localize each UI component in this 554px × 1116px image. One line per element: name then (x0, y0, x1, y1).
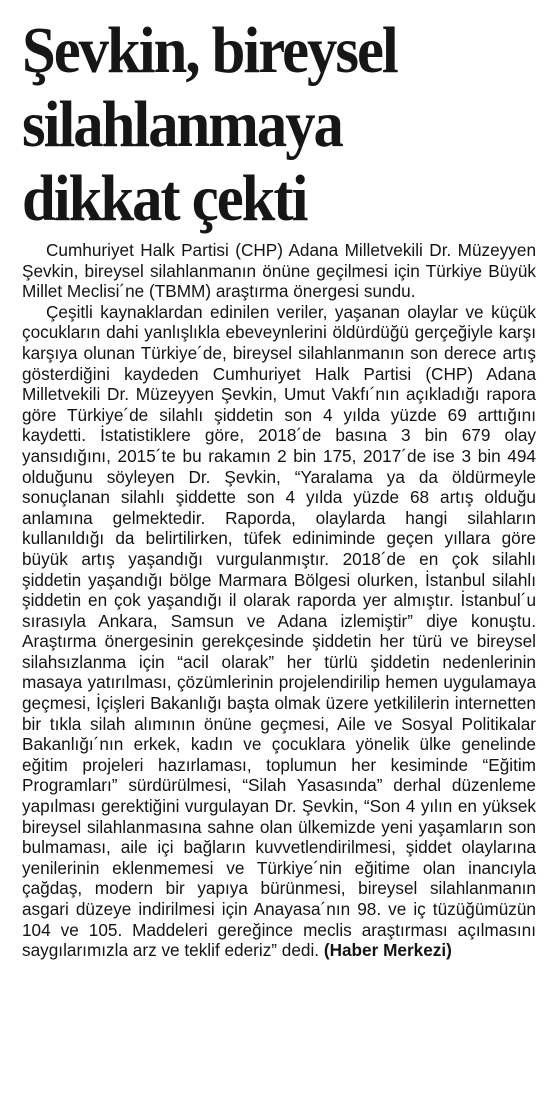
headline-line-3: dikkat çekti (22, 162, 307, 235)
article-paragraph-1 (22, 240, 536, 302)
paragraph-text: Cumhuriyet Halk Partisi (CHP) Adana Milletvekili Dr. Müzeyyen Şevkin, bireysel silahlanmanın önüne geçilmesi için Türkiye Büyük Millet Meclisi´ne (TBMM) araştırma önergesi sundu. (22, 240, 536, 302)
source-credit: (Haber Merkezi) (323, 940, 452, 961)
headline (22, 14, 500, 236)
headline-line-2: silahlanmaya (22, 88, 342, 161)
headline-line-1: Şevkin, bireysel (22, 14, 397, 87)
paragraph-text: Çeşitli kaynaklardan edinilen veriler, yaşanan olaylar ve küçük çocukların dahi yanlışlıkla ebeveynlerini öldürdüğü gerçeğiyle karşı karşıya olunan Türkiye´de, bireysel silahlanmanın son derece artış gösterdiğini kaydeden Cumhuriyet Halk Partisi (CHP) Adana Milletvekili Dr. Müzeyyen Şevkin, Umut Vakfı´nın açıkladığı rapora göre Türkiye´de silahlı şiddetin son 4 yılda yüzde 69 arttığını kaydetti. İstatistiklere göre, 2018´de basına 3 bin 679 olay yansıdığını, 2015´te bu rakamın 2 bin 175, 2017´de ise 3 bin 494 olduğunu söyleyen Dr. Şevkin, “Yaralama ya da öldürmeyle sonuçlanan silahlı şiddette son 4 yılda yüzde 68 artış olduğu anlamına gelmektedir. Raporda, olaylarda hangi silahların kullanıldığı da belirtilirken, tüfek ediniminde geçen yıllara göre büyük artış yaşandığı vurgulanmıştır. 2018´de en çok silahlı şiddetin yaşandığı bölge Marmara Bölgesi olurken, İstanbul silahlı şiddetin en çok yaşandığı il olarak raporda yer almıştır. İstanbul´u sırasıyla Ankara, Samsun ve Adana izlemiştir” diye konuştu. Araştırma önergesinin gerekçesinde şiddetin her türü ve bireysel silahsızlanma için “acil olarak” her türlü şiddetin nedenlerinin masaya yatırılması, çözümlerinin projelendirilip hemen uygulamaya geçmesi, İçişleri Bakanlığı başta olmak üzere yetkililerin internetten bir tıkla silah alımının önüne geçmesi, Aile ve Sosyal Politikalar Bakanlığı´nın erkek, kadın ve çocuklara yönelik ülke genelinde eğitim projeleri hazırlaması, toplumun her kesiminde “Eğitim Programları” sürdürülmesi, “Silah Yasasında” derhal düzenleme yapılması gerektiğini vurgulayan Dr. Şevkin, “Son 4 yılın en yüksek bireysel silahlanmasına sahne olan ülkemizde yeni yaşamların son bulmaması, aile içi bağların kuvvetlendirilmesi, şiddet olaylarına yenilerinin eklenmemesi ve Türkiye´nin eğitime olan inancıyla çağdaş, modern bir yapıya bürünmesi, bireysel silahlanmanın asgari düzeye indirilmesi için Anayasa´nın 98. ve iç tüzüğümüzün 104 ve 105. Maddeleri gereğince meclis araştırması açılmasını saygılarımızla arz ve teklif ederiz” dedi. (22, 301, 536, 961)
article-body (22, 240, 536, 961)
article-paragraph-2 (22, 302, 536, 961)
